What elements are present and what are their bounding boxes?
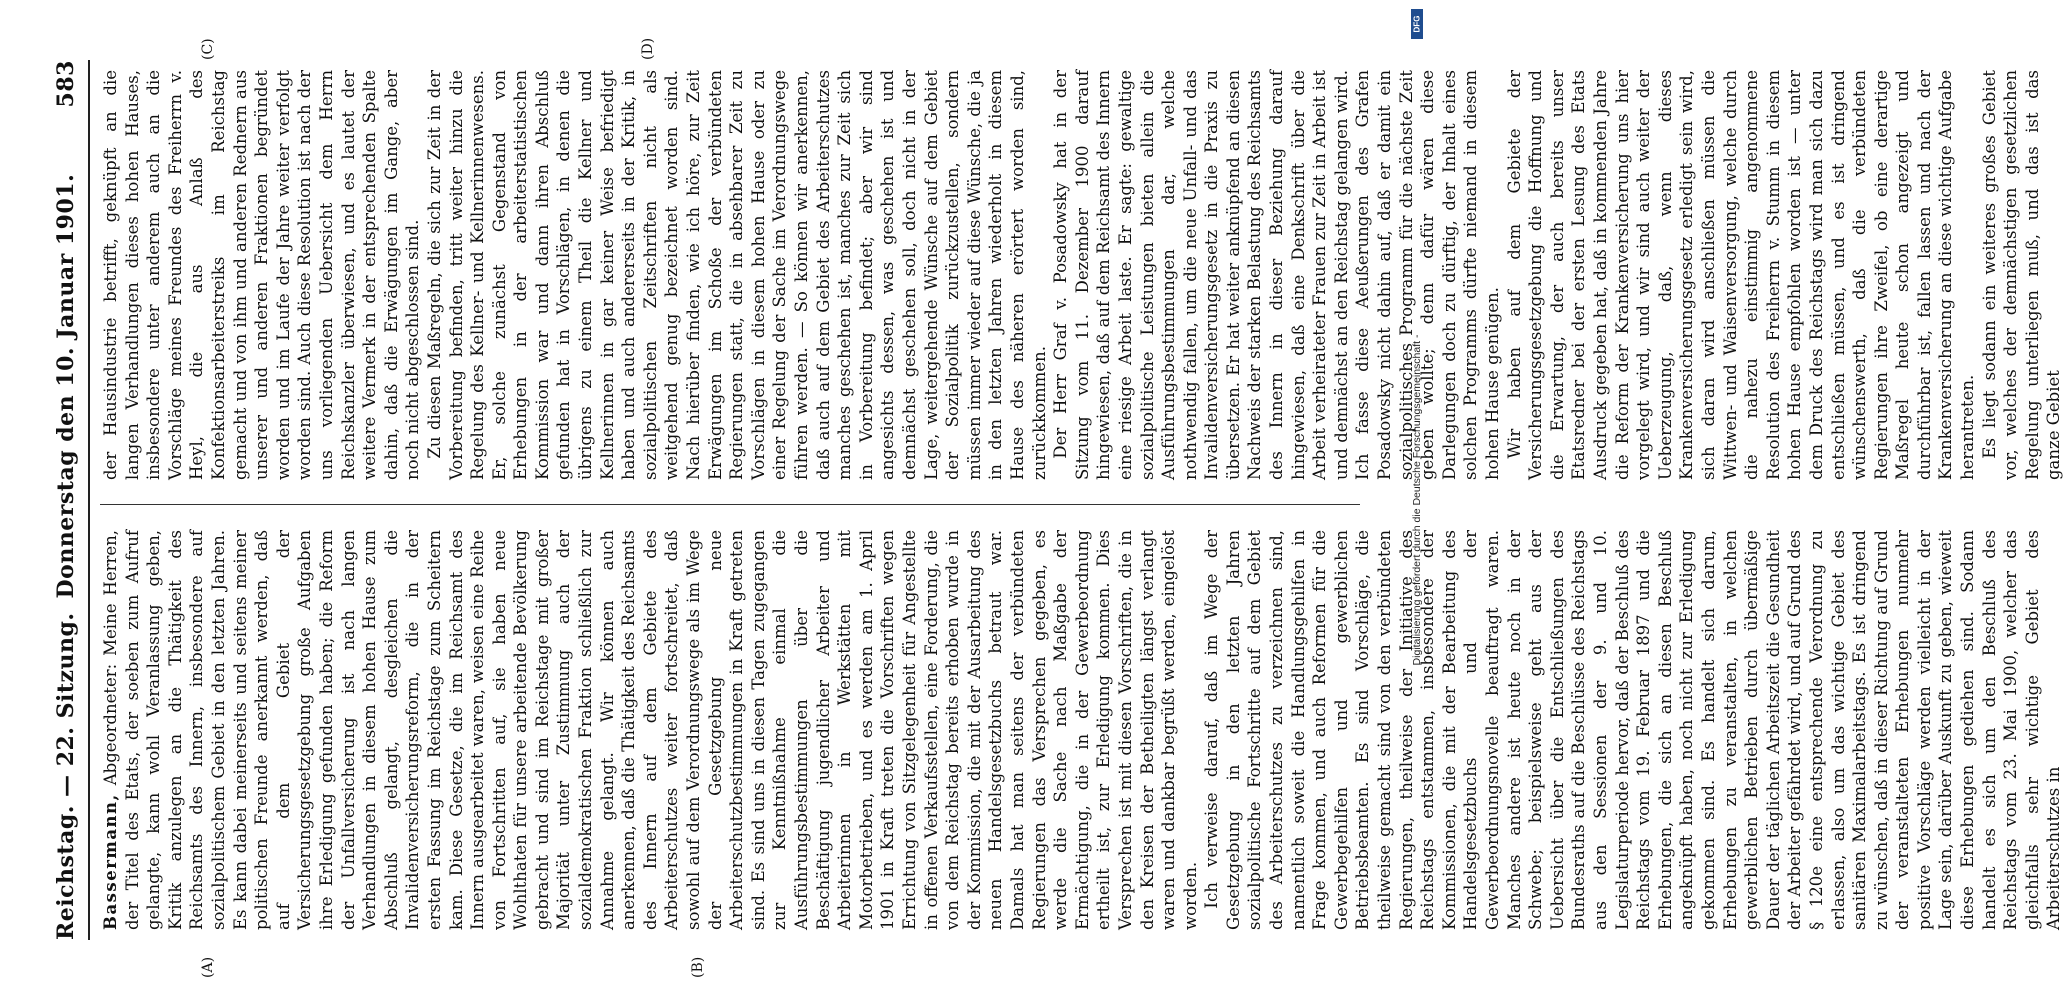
paragraph: der Hausindustrie betrifft, geknüpft an die langen Verhandlungen dieses hohen Hauses, insbesondere unter anderem auch an die Vorschläge meines Freundes des Freiherrn v. Heyl, die aus Anlaß des Konfektionsarbeiterstreiks im Reichstag gemacht und von ihm und anderen Rednern aus unserer und anderen Fraktionen begründet worden und im Laufe der Jahre weiter verfolgt worden sind. Auch diese Resolution ist nach der uns vorliegenden Uebersicht dem Herrn Reichskanzler überwiesen, und es lautet der weitere Vermerk in der entsprechenden Spalte dahin, daß die Erwägungen im Gange, aber noch nicht abgeschlossen sind. (101, 70, 423, 480)
speaker-name: Bassermann, (101, 793, 120, 930)
paragraph: Der Herr Graf v. Posadowsky hat in der Sitzung vom 11. Dezember 1900 darauf hingewiesen, daß auf dem Reichsamt des Innern eine riesige Arbeit laste. Er sagte: gewaltige sozialpolitische Leistungen bieten allein die Ausführungsbestimmungen dar, welche nothwendig fallen, um die neue Unfall- und das Invalidenversicherungsgesetz in die Praxis zu übersetzen. Er hat weiter anknüpfend an diesen Nachweis der starken Belastung des Reichsamts des Innern in dieser Beziehung darauf hingewiesen, daß eine Denkschrift über die Arbeit verheirateter Frauen zur Zeit in Arbeit ist und demnächst an den Reichstag gelangen wird. Ich fasse diese Aeußerungen des Grafen Posadowsky nicht dahin auf, daß er damit ein sozialpolitisches Programm für die nächste Zeit geben wollte; denn dafür wären diese Darlegungen doch zu dürftig, der Inhalt eines solchen Programms dürfte niemand in diesem hohen Hause genügen. (1051, 70, 1502, 480)
digitization-credit (1402, 5, 1432, 995)
header-rule (88, 60, 90, 940)
text-column-right (100, 70, 2064, 480)
margin-marker-b: (B) (690, 956, 706, 978)
paragraph-text: Abgeordneter: Meine Herren, der Titel des Etats, der soeben zum Aufruf gelangte, kann wohl Veranlassung geben, Kritik anzulegen an die Thätigkeit des Reichsamts des Innern, insbesondere auf sozialpolitischem Gebiet in den letzten Jahren. Es kann dabei meinerseits und seitens meiner politischen Freunde anerkannt werden, daß auf dem Gebiet der Versicherungsgesetzgebung große Aufgaben ihre Erledigung gefunden haben; die Reform der Unfallversicherung ist nach langen Verhandlungen in diesem hohen Hause zum Abschluß gelangt, desgleichen die Invalidenversicherungsreform, die in der ersten Fassung im Reichstage zum Scheitern kam. Diese Gesetze, die im Reichsamt des Innern ausgearbeitet waren, weisen eine Reihe von Fortschritten auf, sie haben neue Wohlthaten für unsere arbeitende Bevölkerung gebracht und sind im Reichstage mit großer Majorität unter Zustimmung auch der sozialdemokratischen Fraktion schließlich zur Annahme gelangt. Wir können auch anerkennen, daß die Thätigkeit des Reichsamts des Innern auf dem Gebiete des Arbeiterschutzes weiter fortschreitet, daß sowohl auf dem Verordnungswege als im Wege der Gesetzgebung neue Arbeiterschutzbestimmungen in Kraft getreten sind. Es sind uns in diesen Tagen zugegangen zur Kenntnißnahme einmal die Ausführungsbestimmungen über die Beschäftigung jugendlicher Arbeiter und Arbeiterinnen in Werkstätten mit Motorbetrieben, und es werden am 1. April 1901 in Kraft treten die Vorschriften wegen Errichtung von Sitzgelegenheit für Angestellte in offenen Verkaufsstellen, eine Forderung, die von dem Reichstag bereits erhoben wurde in der Kommission, die mit der Ausarbeitung des neuen Handelsgesetzbuchs betraut war. Damals hat man seitens der verbündeten Regierungen das Versprechen gegeben, es werde die Sache nach Maßgabe der Ermächtigung, die in der Gewerbeordnung ertheilt ist, zur Erledigung kommen. Dies Versprechen ist mit diesen Vorschriften, die in den Kreisen der Betheiligten längst verlangt waren und dankbar begrüßt werden, eingelöst worden. (101, 530, 1200, 930)
dfg-logo: DFG (1411, 9, 1423, 39)
header-title: Reichstag. — 22. Sitzung. (53, 612, 79, 940)
page-number: 583 (53, 60, 79, 108)
paragraph (100, 530, 1201, 930)
paragraph: Ich verweise darauf, daß im Wege der Gesetzgebung in den letzten Jahren sozialpolitische Fortschritte auf dem Gebiet des Arbeiterschutzes zu verzeichnen sind, namentlich soweit die Handlungsgehilfen in Frage kommen, und auch Reformen für die Gewerbegehilfen und gewerblichen Betriebsbeamten. Es sind Vorschläge, die theilweise gemacht sind von den verbündeten Regierungen, theilweise der Initiative des Reichstags entstammen, insbesondere der Kommissionen, die mit der Bearbeitung des Handelsgesetzbuchs und der Gewerbeordnungsnovelle beauftragt waren. Manches andere ist heute noch in der Schwebe; beispielsweise geht aus der Uebersicht über die Entschließungen des Bundesraths auf die Beschlüsse des Reichstags aus den Sessionen der 9. und 10. Legislaturperiode hervor, daß der Beschluß des Reichstags vom 19. Februar 1897 und die Erhebungen, die sich an diesen Beschluß angeknüpft haben, noch nicht zur Erledigung gekommen sind. Es handelt sich darum, Erhebungen zu veranstalten, in welchen gewerblichen Betrieben durch übermäßige Dauer der täglichen Arbeitszeit die Gesundheit der Arbeiter gefährdet wird, und auf Grund des § 120e eine entsprechende Verordnung zu erlassen, also um das wichtige Gebiet des sanitären Maximalarbeitstags. Es ist dringend zu wünschen, daß in dieser Richtung auf Grund der veranstalteten Erhebungen nunmehr positive Vorschläge werden vielleicht in der Lage sein, darüber Auskunft zu geben, wieweit diese Erhebungen gediehen sind. Sodann handelt es sich um den Beschluß des Reichstags vom 23. Mai 1900, welcher das gleichfalls sehr wichtige Gebiet des Arbeiterschutzes in (1202, 530, 2064, 930)
header-date: Donnerstag den 10. Januar 1901. (53, 173, 79, 599)
credit-text: Digitalisierung gefördert durch die Deutsche Forschungsgemeinschaft - (1411, 334, 1423, 666)
margin-marker-c: (C) (200, 38, 216, 60)
text-column-left (100, 530, 2064, 930)
margin-marker-a: (A) (200, 956, 216, 978)
page-header (50, 60, 82, 940)
paragraph: Wir haben auf dem Gebiete der Versicherungsgesetzgebung die Hoffnung und die Erwartung, der auch bereits unser Etatsredner bei der ersten Lesung des Etats Ausdruck gegeben hat, daß in kommenden Jahre die Reform der Krankenversicherung uns hier vorgelegt wird, und wir sind auch weiter der Ueberzeugung, daß, wenn dieses Krankenversicherungsgesetz erledigt sein wird, sich daran wird anschließen müssen die Wittwen- und Waisenversorgung, welche durch die nahezu einstimmig angenommene Resolution des Freiherrn v. Stumm in diesem hohen Hause empfohlen worden ist — unter dem Druck des Reichstags wird man sich dazu entschließen müssen, und es ist dringend wünschenswerth, daß die verbündeten Regierungen ihre Zweifel, ob eine derartige Maßregel heute schon angezeigt und durchführbar ist, fallen lassen und nach der Krankenversicherung an diese wichtige Aufgabe herantreten. (1504, 70, 1978, 480)
column-divider (100, 504, 1360, 505)
paragraph: Zu diesen Maßregeln, die sich zur Zeit in der Vorbereitung befinden, tritt weiter hinzu die Regelung des Kellner- und Kellnerinnenwesens. Er, solche zunächst Gegenstand von Erhebungen in der arbeiterstatistischen Kommission war und dann ihren Abschluß gefunden hat in Vorschlägen, in denen die übrigens zu einem Theil die Kellner und Kellnerinnen in gar keiner Weise befriedigt haben und auch andererseits in der Kritik, in sozialpolitischen Zeitschriften nicht als weitgehend genug bezeichnet worden sind. Nach hierüber finden, wie ich höre, zur Zeit Erwägungen im Schoße der verbündeten Regierungen statt, die in absehbarer Zeit zu Vorschlägen in diesem hohen Hause oder zu einer Regelung der Sache im Verordnungswege führen werden. — So können wir anerkennen, daß auch auf dem Gebiet des Arbeiterschutzes manches geschehen ist, manches zur Zeit sich in Vorbereitung befindet; aber wir sind angesichts dessen, was geschehen ist und demnächst geschehen soll, doch nicht in der Lage, weitergehende Wünsche auf dem Gebiet der Sozialpolitik zurückzustellen, sondern müssen immer wieder auf diese Wünsche, die ja in den letzten Jahren wiederholt in diesem Hause des näheren erörtert worden sind, zurückkommen. (424, 70, 1049, 480)
paragraph: Es liegt sodann ein weiteres großes Gebiet vor, welches der demnächstigen gesetzlichen Regelung unterliegen muß, und das ist das ganze Gebiet (1979, 70, 2064, 480)
margin-marker-d: (D) (640, 37, 656, 60)
